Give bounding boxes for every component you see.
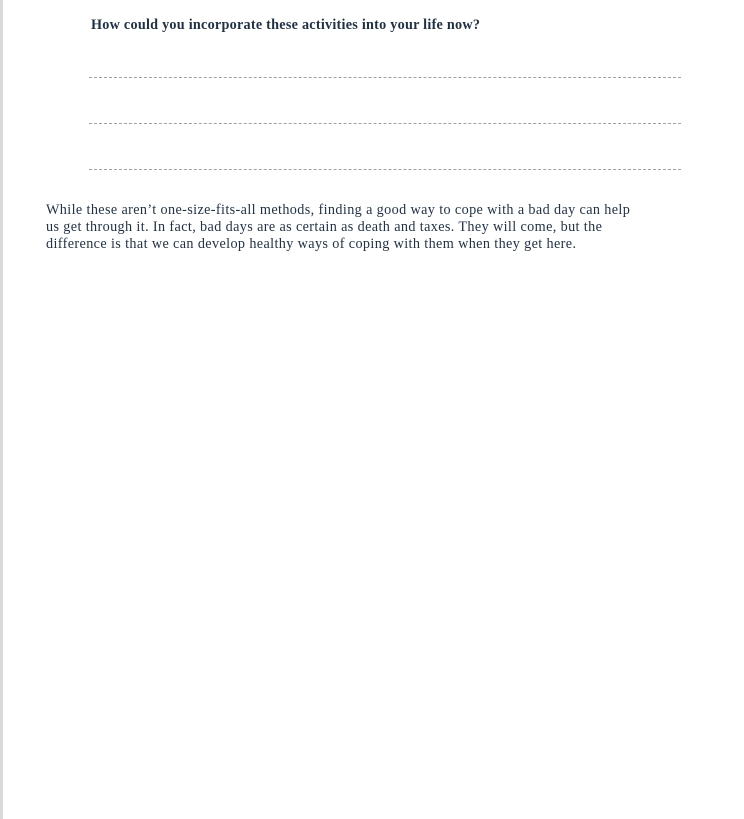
reflection-question: How could you incorporate these activities into your life now?: [91, 17, 481, 33]
answer-line-1[interactable]: [89, 77, 681, 78]
paragraph-line-2: us get through it. In fact, bad days are as certain as death and taxes. They will come, but the: [46, 218, 603, 235]
closing-paragraph: [46, 202, 706, 252]
answer-line-3[interactable]: [89, 169, 681, 170]
paragraph-line-1: While these aren’t one-size-fits-all methods, finding a good way to cope with a bad day can help: [46, 202, 631, 218]
answer-line-2[interactable]: [89, 123, 681, 124]
paragraph-line-3: difference is that we can develop healthy ways of coping with them when they get here.: [46, 235, 577, 252]
document-page: [3, 0, 744, 819]
